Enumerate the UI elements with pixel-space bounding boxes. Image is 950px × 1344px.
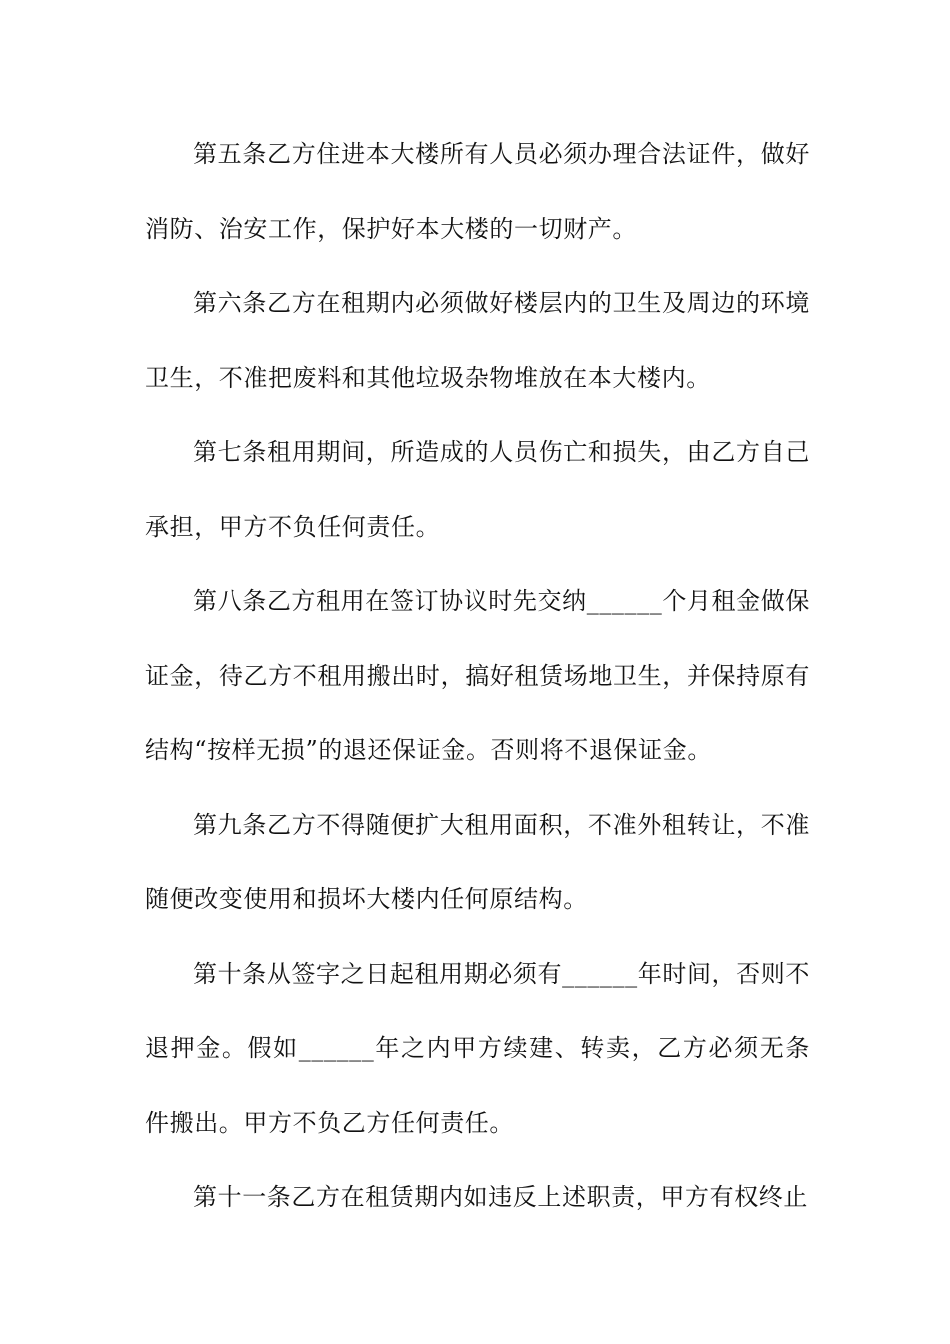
clause-11: 第十一条乙方在租赁期内如违反上述职责，甲方有权终止 xyxy=(193,1183,808,1211)
document-body xyxy=(145,117,810,1235)
clause-5: 第五条乙方住进本大楼所有人员必须办理合法证件，做好消防、治安工作，保护好本大楼的一切财产。 xyxy=(145,140,810,243)
clause-7: 第七条租用期间，所造成的人员伤亡和损失，由乙方自己承担，甲方不负任何责任。 xyxy=(145,438,810,541)
clause-9: 第九条乙方不得随便扩大租用面积，不准外租转让，不准随便改变使用和损坏大楼内任何原结构。 xyxy=(145,810,810,913)
clause-6: 第六条乙方在租期内必须做好楼层内的卫生及周边的环境卫生，不准把废料和其他垃圾杂物堆放在本大楼内。 xyxy=(145,289,810,392)
clause-10: 第十条从签字之日起租用期必须有______年时间，否则不退押金。假如______年之内甲方续建、转卖，乙方必须无条件搬出。甲方不负乙方任何责任。 xyxy=(145,959,810,1137)
clause-8: 第八条乙方租用在签订协议时先交纳______个月租金做保证金，待乙方不租用搬出时，搞好租赁场地卫生，并保持原有结构“按样无损”的退还保证金。否则将不退保证金。 xyxy=(145,587,810,764)
